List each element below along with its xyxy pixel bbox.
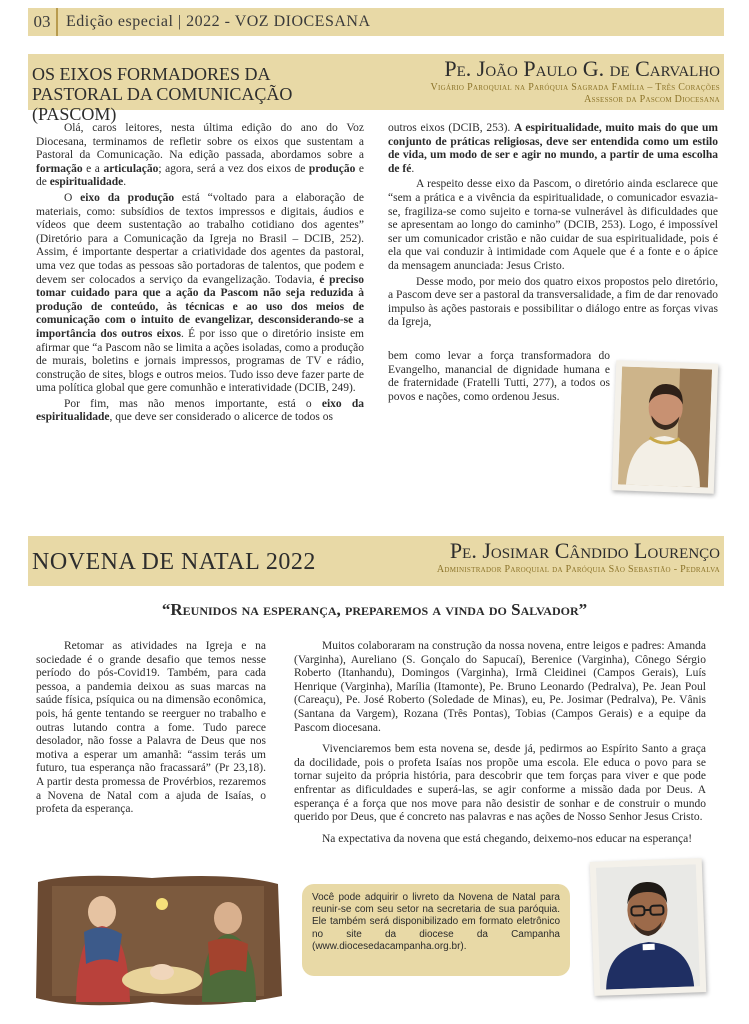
- article1-paragraph-narrow: bem como levar a força transformadora do Evangelho, manancial de dignidade humana e de fraternidade (Fratelli Tutti, 277), a todos os povos e nações, como ordenou Jesus.: [388, 350, 610, 403]
- article2-paragraph-4: Na expectativa da novena que está chegando, deixemo-nos educar na esperança!: [322, 832, 693, 845]
- article2-author: [437, 538, 720, 576]
- page-number: 03: [28, 8, 58, 36]
- article2-title: NOVENA DE NATAL 2022: [32, 549, 316, 575]
- article2-paragraph-3: Vivenciaremos bem esta novena se, desde já, pedirmos ao Espírito Santo a graça da docilidade, pois o profeta Isaías nos propõe uma escola. Ele educa o povo para se tornar sujeito da própria história, para descobrir que tem forças para viver e que pode enfrentar as dificuldades e superá-las, se agir conforme a missão dada por Deus. A esperança é a força que nos move para não desistir de sonhar e de construir o mundo querido por Deus, que é concreto nas palavras e nas ações de Nosso Senhor Jesus Cristo.: [294, 743, 706, 824]
- article2-author-role: Administrador Paroquial da Paróquia São Sebastião - Pedralva: [436, 564, 720, 575]
- article1-author: [430, 56, 720, 106]
- article1-col1-paragraph-1: Olá, caros leitores, nesta última edição do ano do Voz Diocesana, terminamos de refletir sobre os eixos que sustentam a Pastoral da Comunicação. Na edição passada, abordamos sobre a formação e a articulação; agora, será a vez dos eixos de produção e de espiritualidade.: [36, 122, 364, 189]
- article1-header: [28, 54, 724, 124]
- article1-column-2: [388, 122, 718, 330]
- nativity-icon: [32, 872, 284, 1010]
- article2-quote: “Reunidos na esperança, preparemos a vinda do Salvador”: [161, 600, 588, 619]
- article1-author-role-2: Assessor da Pascom Diocesana: [584, 94, 720, 105]
- author2-photo: [590, 858, 707, 996]
- article1-author-name: Pe. João Paulo G. de Carvalho: [444, 56, 720, 81]
- article1-col2-paragraph-2: A respeito desse eixo da Pascom, o diretório ainda esclarece que “sem a prática e a vivência da espiritualidade, o comunicador esvazia-se, fragiliza-se como sujeito e torna-se vulnerável às dificuldades que se apresentam ao longo do caminho” (DCIB, 253). Logo, é impossível ser um comunicador cristão e não cuidar de sua espiritualidade, pois é ela que vai conduzir à intimidade com Aquele que é a fonte e o ápice da mensagem anunciada: Jesus Cristo.: [388, 178, 718, 272]
- article2-paragraph-1: Retomar as atividades na Igreja e na sociedade é o grande desafio que temos nesse período do pós-Covid19. Também, para cada pessoa, a pandemia deixou as suas marcas na saúde física, psíquica ou na dimensão econômica, pois, há gente tentando se reerguer no trabalho e outras lutando contra a fome. Tudo parece desolador, não fosse a Palavra de Deus que nos motiva a esperar um amanhã: “assim terás um futuro, tua esperança não fracassará” (Pr 23,18). A partir desta promessa de Provérbios, rezaremos a Novena de Natal com a ajuda de Isaías, o profeta da esperança.: [36, 640, 266, 816]
- article2-column-1: [36, 640, 266, 817]
- article2-column-2: [294, 640, 706, 846]
- page-header-bar: [28, 8, 724, 36]
- article1-col2-paragraph-3: Desse modo, por meio dos quatro eixos propostos pelo diretório, a Pascom deve ser a pastoral da transversalidade, a fim de dar renovado impulso às ações pastorais e possibilitar o diálogo entre as forças vivas da Igreja,: [388, 275, 718, 329]
- article1-col1-paragraph-3: Por fim, mas não menos importante, está o eixo da espiritualidade, que deve ser considerado o alicerce de todos os: [36, 397, 364, 424]
- article2-paragraph-2: Muitos colaboraram na construção da nossa novena, entre leigos e padres: Amanda (Varginha), Aureliano (S. Gonçalo do Sapucaí), Berenice (Varginha), Cônego Sérgio Roberto (Itanhandu), Domingos (Varginha), Irmã Cleidinei (Campos Gerais), Luís Henrique (Varginha), Marília (Itamonte), Pe. Bruno Leonardo (Pedralva), Pe. Jean Poul (Careaçu), Pe. José Roberto (Soledade de Minas), eu, Pe. Josimar (Pedralva), Pe. Vânis (Santana da Vargem), Rozana (Três Pontas), Tobias (Campos Gerais) e a equipe da Pascom diocesana.: [294, 640, 706, 734]
- article1-title: OS EIXOS FORMADORES DA PASTORAL DA COMUNICAÇÃO (PASCOM): [32, 64, 293, 124]
- article2-author-name: Pe. Josimar Cândido Lourenço: [449, 538, 720, 563]
- article1-col1-paragraph-2: O eixo da produção está “voltado para a elaboração de materiais, como: subsídios de textos impressos e digitais, áudios e vídeos que deem sustentação ao trabalho cotidiano dos agentes” (Diretório para a Comunicação da Igreja no Brasil – DCIB, 252). Assim, é importante despertar a criatividade dos agentes da pastoral, uma vez que todas as pessoas são portadoras de talentos, que podem e devem ser colocados a serviço da evangelização. Todavia, é preciso tomar cuidado para que a ação da Pascom não seja reduzida à produção de conteúdo, às técnicas e ao uso dos meios de comunicação com o intuito de evangelizar, desconsiderando-se a importância dos outros eixos. É por isso que o diretório insiste em afirmar que “a Pascom não se limita a ações isoladas, como a produção de murais, boletins e jornais impressos, programas de TV e rádio, construção de sites, blogs e outros meios. Tudo isso deve fazer parte de uma política global que gere comunhão e interatividade (DCIB, 249).: [36, 191, 364, 395]
- article2-header: [28, 536, 724, 586]
- edition-title: Edição especial | 2022 - VOZ DIOCESANA: [66, 13, 371, 30]
- booklet-info-box: Você pode adquirir o livreto da Novena de Natal para reunir-se com seu setor na secretaria de sua paróquia. Ele também será disponibilizado em formato eletrônico no site da diocese da Campanha (www.diocesedacampanha.org.br).: [302, 884, 570, 976]
- priest-portrait-icon: [596, 864, 700, 989]
- article1-column-1: [36, 122, 364, 425]
- article1-author-role-1: Vigário Paroquial na Paróquia Sagrada Família – Três Corações: [430, 82, 720, 93]
- author1-photo: [612, 360, 718, 493]
- priest-portrait-icon: [618, 366, 712, 487]
- article1-col2-paragraph-1: outros eixos (DCIB, 253). A espiritualidade, muito mais do que um conjunto de práticas religiosas, deve ser entendida como um estilo de vida, um modo de ser e agir no mundo, a partir de uma escolha de fé.: [388, 122, 718, 175]
- article1-column-2-narrow: [388, 350, 610, 404]
- nativity-scene-image: [32, 872, 284, 1010]
